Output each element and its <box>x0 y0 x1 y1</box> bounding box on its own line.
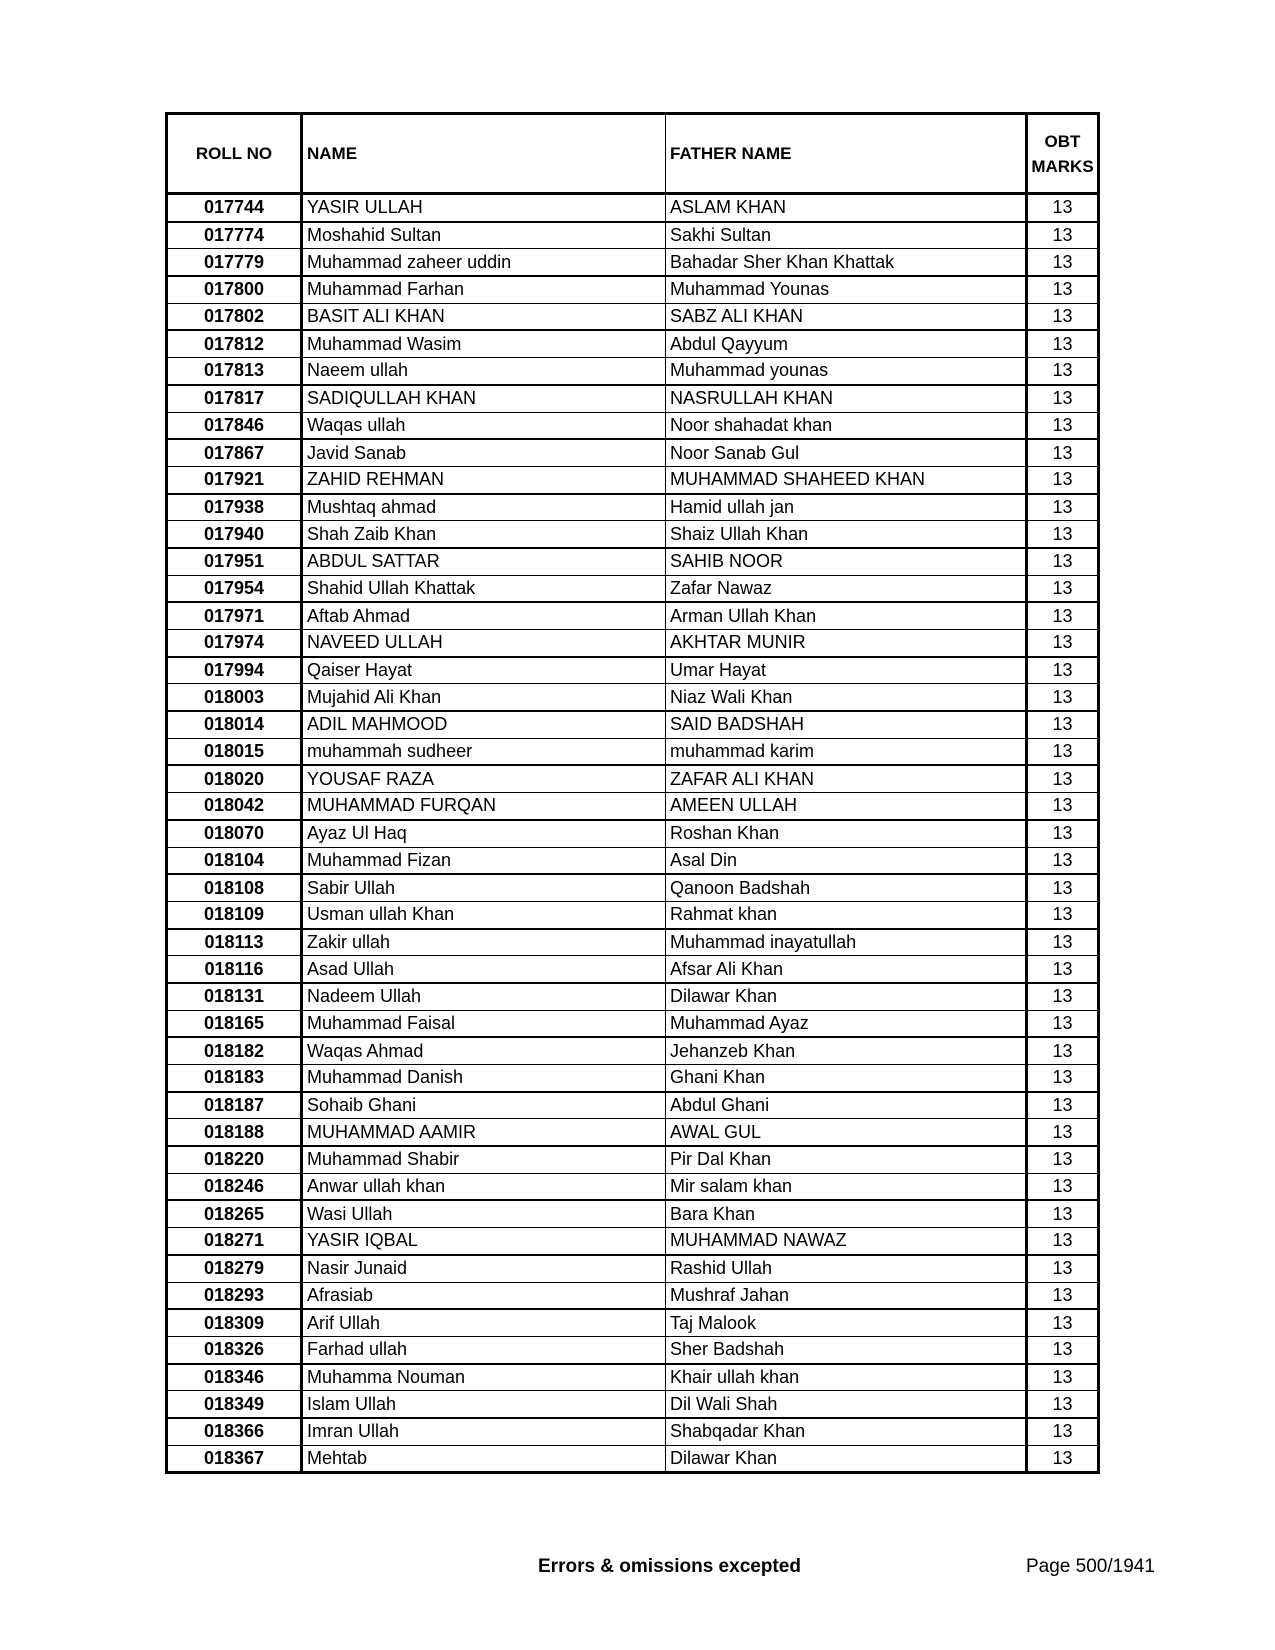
cell-obt-marks: 13 <box>1027 983 1099 1010</box>
cell-name: Mujahid Ali Khan <box>302 684 666 711</box>
cell-name: Usman ullah Khan <box>302 901 666 928</box>
cell-obt-marks: 13 <box>1027 1255 1099 1282</box>
cell-roll-no: 018265 <box>167 1200 302 1227</box>
table-row <box>167 820 1099 847</box>
table-row <box>167 194 1099 222</box>
cell-father-name: Noor shahadat khan <box>666 412 1027 439</box>
cell-name: ADIL MAHMOOD <box>302 711 666 738</box>
table-row <box>167 847 1099 874</box>
cell-obt-marks: 13 <box>1027 521 1099 548</box>
table-row <box>167 1119 1099 1146</box>
cell-obt-marks: 13 <box>1027 330 1099 357</box>
table-row <box>167 466 1099 493</box>
table-row <box>167 765 1099 792</box>
cell-father-name: MUHAMMAD NAWAZ <box>666 1228 1027 1255</box>
cell-name: NAVEED ULLAH <box>302 630 666 657</box>
results-table <box>165 112 1100 1474</box>
cell-roll-no: 018188 <box>167 1119 302 1146</box>
cell-roll-no: 018131 <box>167 983 302 1010</box>
cell-father-name: Niaz Wali Khan <box>666 684 1027 711</box>
cell-roll-no: 018116 <box>167 956 302 983</box>
cell-obt-marks: 13 <box>1027 494 1099 521</box>
cell-obt-marks: 13 <box>1027 738 1099 765</box>
table-row <box>167 711 1099 738</box>
cell-name: Islam Ullah <box>302 1391 666 1418</box>
cell-obt-marks: 13 <box>1027 1173 1099 1200</box>
cell-roll-no: 018113 <box>167 929 302 956</box>
page-number: Page 500/1941 <box>1026 1556 1155 1577</box>
cell-father-name: Khair ullah khan <box>666 1364 1027 1391</box>
cell-roll-no: 017951 <box>167 548 302 575</box>
cell-name: Muhammad Faisal <box>302 1010 666 1037</box>
cell-obt-marks: 13 <box>1027 630 1099 657</box>
table-row <box>167 1065 1099 1092</box>
cell-roll-no: 018104 <box>167 847 302 874</box>
cell-father-name: Muhammad Younas <box>666 276 1027 303</box>
table-row <box>167 439 1099 466</box>
cell-name: Moshahid Sultan <box>302 222 666 249</box>
cell-roll-no: 018182 <box>167 1037 302 1064</box>
table-row <box>167 929 1099 956</box>
table-row <box>167 548 1099 575</box>
table-row <box>167 1336 1099 1363</box>
cell-father-name: Ghani Khan <box>666 1065 1027 1092</box>
header-roll-no: ROLL NO <box>167 114 302 194</box>
cell-obt-marks: 13 <box>1027 956 1099 983</box>
table-body <box>167 194 1099 1473</box>
cell-name: Nasir Junaid <box>302 1255 666 1282</box>
cell-name: Shahid Ullah Khattak <box>302 575 666 602</box>
cell-name: ZAHID REHMAN <box>302 466 666 493</box>
cell-father-name: Shabqadar Khan <box>666 1418 1027 1445</box>
cell-father-name: ZAFAR ALI KHAN <box>666 765 1027 792</box>
table-row <box>167 575 1099 602</box>
cell-name: Muhammad zaheer uddin <box>302 249 666 276</box>
cell-name: MUHAMMAD AAMIR <box>302 1119 666 1146</box>
table-row <box>167 684 1099 711</box>
cell-name: Ayaz Ul Haq <box>302 820 666 847</box>
table-row <box>167 521 1099 548</box>
header-father-name: FATHER NAME <box>666 114 1027 194</box>
cell-father-name: Bara Khan <box>666 1200 1027 1227</box>
cell-roll-no: 017802 <box>167 303 302 330</box>
cell-name: BASIT ALI KHAN <box>302 303 666 330</box>
cell-roll-no: 018220 <box>167 1146 302 1173</box>
table-row <box>167 385 1099 412</box>
table-row <box>167 602 1099 629</box>
table-row <box>167 874 1099 901</box>
cell-father-name: Bahadar Sher Khan Khattak <box>666 249 1027 276</box>
cell-name: Afrasiab <box>302 1282 666 1309</box>
cell-name: Asad Ullah <box>302 956 666 983</box>
cell-roll-no: 017994 <box>167 657 302 684</box>
cell-name: Imran Ullah <box>302 1418 666 1445</box>
table-header <box>167 114 1099 194</box>
cell-obt-marks: 13 <box>1027 1228 1099 1255</box>
cell-name: MUHAMMAD FURQAN <box>302 793 666 820</box>
cell-father-name: Jehanzeb Khan <box>666 1037 1027 1064</box>
table-row <box>167 1200 1099 1227</box>
footer-disclaimer: Errors & omissions excepted <box>538 1556 801 1577</box>
cell-name: Muhammad Shabir <box>302 1146 666 1173</box>
cell-roll-no: 018326 <box>167 1336 302 1363</box>
cell-name: Muhammad Fizan <box>302 847 666 874</box>
cell-roll-no: 018003 <box>167 684 302 711</box>
table-row <box>167 494 1099 521</box>
cell-name: Naeem ullah <box>302 358 666 385</box>
cell-name: Waqas ullah <box>302 412 666 439</box>
cell-father-name: Noor Sanab Gul <box>666 439 1027 466</box>
cell-name: YASIR ULLAH <box>302 194 666 222</box>
cell-roll-no: 018366 <box>167 1418 302 1445</box>
cell-obt-marks: 13 <box>1027 1200 1099 1227</box>
table-row <box>167 1282 1099 1309</box>
cell-father-name: NASRULLAH KHAN <box>666 385 1027 412</box>
cell-obt-marks: 13 <box>1027 385 1099 412</box>
cell-father-name: Rashid Ullah <box>666 1255 1027 1282</box>
cell-obt-marks: 13 <box>1027 1146 1099 1173</box>
cell-name: Arif Ullah <box>302 1309 666 1336</box>
cell-obt-marks: 13 <box>1027 303 1099 330</box>
cell-father-name: MUHAMMAD SHAHEED KHAN <box>666 466 1027 493</box>
cell-father-name: Mir salam khan <box>666 1173 1027 1200</box>
cell-father-name: Abdul Qayyum <box>666 330 1027 357</box>
cell-father-name: AMEEN ULLAH <box>666 793 1027 820</box>
table-row <box>167 1418 1099 1445</box>
cell-name: Farhad ullah <box>302 1336 666 1363</box>
cell-obt-marks: 13 <box>1027 1282 1099 1309</box>
table-row <box>167 1010 1099 1037</box>
cell-roll-no: 018349 <box>167 1391 302 1418</box>
cell-obt-marks: 13 <box>1027 820 1099 847</box>
cell-father-name: Umar Hayat <box>666 657 1027 684</box>
cell-obt-marks: 13 <box>1027 1364 1099 1391</box>
cell-father-name: Arman Ullah Khan <box>666 602 1027 629</box>
cell-roll-no: 018293 <box>167 1282 302 1309</box>
cell-obt-marks: 13 <box>1027 1092 1099 1119</box>
cell-father-name: Pir Dal Khan <box>666 1146 1027 1173</box>
cell-obt-marks: 13 <box>1027 276 1099 303</box>
cell-name: YASIR IQBAL <box>302 1228 666 1255</box>
table-row <box>167 738 1099 765</box>
table-row <box>167 1146 1099 1173</box>
table-row <box>167 412 1099 439</box>
cell-father-name: Asal Din <box>666 847 1027 874</box>
cell-roll-no: 017774 <box>167 222 302 249</box>
cell-roll-no: 018346 <box>167 1364 302 1391</box>
cell-father-name: Taj Malook <box>666 1309 1027 1336</box>
cell-obt-marks: 13 <box>1027 439 1099 466</box>
cell-obt-marks: 13 <box>1027 1391 1099 1418</box>
cell-obt-marks: 13 <box>1027 222 1099 249</box>
cell-roll-no: 017800 <box>167 276 302 303</box>
cell-obt-marks: 13 <box>1027 1119 1099 1146</box>
cell-name: Muhammad Farhan <box>302 276 666 303</box>
cell-roll-no: 017867 <box>167 439 302 466</box>
cell-name: Wasi Ullah <box>302 1200 666 1227</box>
cell-obt-marks: 13 <box>1027 847 1099 874</box>
table-row <box>167 358 1099 385</box>
cell-obt-marks: 13 <box>1027 1065 1099 1092</box>
table-row <box>167 630 1099 657</box>
cell-father-name: muhammad karim <box>666 738 1027 765</box>
cell-obt-marks: 13 <box>1027 548 1099 575</box>
table-row <box>167 1309 1099 1336</box>
cell-roll-no: 018070 <box>167 820 302 847</box>
cell-name: Nadeem Ullah <box>302 983 666 1010</box>
cell-roll-no: 017813 <box>167 358 302 385</box>
header-obt-marks-line2: MARKS <box>1031 156 1094 176</box>
cell-obt-marks: 13 <box>1027 412 1099 439</box>
cell-father-name: ASLAM KHAN <box>666 194 1027 222</box>
cell-obt-marks: 13 <box>1027 1309 1099 1336</box>
table-row <box>167 956 1099 983</box>
cell-father-name: SAID BADSHAH <box>666 711 1027 738</box>
cell-name: Mehtab <box>302 1445 666 1473</box>
cell-name: Muhamma Nouman <box>302 1364 666 1391</box>
cell-roll-no: 017846 <box>167 412 302 439</box>
cell-name: Aftab Ahmad <box>302 602 666 629</box>
cell-father-name: Dil Wali Shah <box>666 1391 1027 1418</box>
cell-roll-no: 017817 <box>167 385 302 412</box>
cell-name: muhammah sudheer <box>302 738 666 765</box>
cell-roll-no: 017938 <box>167 494 302 521</box>
cell-obt-marks: 13 <box>1027 711 1099 738</box>
cell-name: ABDUL SATTAR <box>302 548 666 575</box>
cell-name: Waqas Ahmad <box>302 1037 666 1064</box>
cell-father-name: Rahmat khan <box>666 901 1027 928</box>
cell-father-name: AWAL GUL <box>666 1119 1027 1146</box>
cell-obt-marks: 13 <box>1027 1037 1099 1064</box>
cell-roll-no: 018279 <box>167 1255 302 1282</box>
cell-father-name: Sakhi Sultan <box>666 222 1027 249</box>
cell-roll-no: 018042 <box>167 793 302 820</box>
cell-roll-no: 017779 <box>167 249 302 276</box>
cell-father-name: Mushraf Jahan <box>666 1282 1027 1309</box>
cell-roll-no: 017812 <box>167 330 302 357</box>
cell-roll-no: 018108 <box>167 874 302 901</box>
cell-father-name: Dilawar Khan <box>666 1445 1027 1473</box>
table-row <box>167 1445 1099 1473</box>
cell-roll-no: 017971 <box>167 602 302 629</box>
cell-father-name: Muhammad inayatullah <box>666 929 1027 956</box>
cell-name: Javid Sanab <box>302 439 666 466</box>
table-row <box>167 249 1099 276</box>
cell-roll-no: 017921 <box>167 466 302 493</box>
cell-name: Zakir ullah <box>302 929 666 956</box>
cell-roll-no: 018020 <box>167 765 302 792</box>
table-row <box>167 1228 1099 1255</box>
cell-father-name: Shaiz Ullah Khan <box>666 521 1027 548</box>
table-row <box>167 657 1099 684</box>
cell-obt-marks: 13 <box>1027 657 1099 684</box>
table-row <box>167 983 1099 1010</box>
cell-father-name: Muhammad Ayaz <box>666 1010 1027 1037</box>
cell-name: Anwar ullah khan <box>302 1173 666 1200</box>
table-row <box>167 1037 1099 1064</box>
cell-roll-no: 017940 <box>167 521 302 548</box>
cell-obt-marks: 13 <box>1027 901 1099 928</box>
cell-father-name: Muhammad younas <box>666 358 1027 385</box>
cell-father-name: SABZ ALI KHAN <box>666 303 1027 330</box>
table-row <box>167 1092 1099 1119</box>
cell-name: Muhammad Danish <box>302 1065 666 1092</box>
cell-obt-marks: 13 <box>1027 575 1099 602</box>
cell-father-name: Qanoon Badshah <box>666 874 1027 901</box>
header-obt-marks-line1: OBT <box>1044 131 1081 151</box>
cell-name: Sabir Ullah <box>302 874 666 901</box>
cell-name: Mushtaq ahmad <box>302 494 666 521</box>
cell-father-name: Afsar Ali Khan <box>666 956 1027 983</box>
cell-roll-no: 017954 <box>167 575 302 602</box>
cell-obt-marks: 13 <box>1027 793 1099 820</box>
cell-roll-no: 017974 <box>167 630 302 657</box>
cell-obt-marks: 13 <box>1027 684 1099 711</box>
cell-roll-no: 018367 <box>167 1445 302 1473</box>
table-row <box>167 276 1099 303</box>
cell-father-name: Roshan Khan <box>666 820 1027 847</box>
table-row <box>167 330 1099 357</box>
cell-obt-marks: 13 <box>1027 929 1099 956</box>
cell-father-name: SAHIB NOOR <box>666 548 1027 575</box>
cell-obt-marks: 13 <box>1027 1010 1099 1037</box>
table-row <box>167 1173 1099 1200</box>
cell-name: Shah Zaib Khan <box>302 521 666 548</box>
cell-obt-marks: 13 <box>1027 466 1099 493</box>
cell-obt-marks: 13 <box>1027 249 1099 276</box>
cell-father-name: Dilawar Khan <box>666 983 1027 1010</box>
cell-obt-marks: 13 <box>1027 1445 1099 1473</box>
cell-obt-marks: 13 <box>1027 194 1099 222</box>
cell-father-name: AKHTAR MUNIR <box>666 630 1027 657</box>
cell-father-name: Zafar Nawaz <box>666 575 1027 602</box>
table-row <box>167 901 1099 928</box>
cell-obt-marks: 13 <box>1027 1418 1099 1445</box>
cell-father-name: Sher Badshah <box>666 1336 1027 1363</box>
cell-roll-no: 017744 <box>167 194 302 222</box>
cell-name: Sohaib Ghani <box>302 1092 666 1119</box>
cell-obt-marks: 13 <box>1027 358 1099 385</box>
table-row <box>167 793 1099 820</box>
cell-roll-no: 018165 <box>167 1010 302 1037</box>
cell-obt-marks: 13 <box>1027 765 1099 792</box>
cell-name: Muhammad Wasim <box>302 330 666 357</box>
cell-roll-no: 018271 <box>167 1228 302 1255</box>
cell-roll-no: 018309 <box>167 1309 302 1336</box>
cell-roll-no: 018109 <box>167 901 302 928</box>
table-row <box>167 1255 1099 1282</box>
cell-father-name: Abdul Ghani <box>666 1092 1027 1119</box>
cell-obt-marks: 13 <box>1027 874 1099 901</box>
cell-name: Qaiser Hayat <box>302 657 666 684</box>
cell-obt-marks: 13 <box>1027 602 1099 629</box>
cell-roll-no: 018187 <box>167 1092 302 1119</box>
cell-father-name: Hamid ullah jan <box>666 494 1027 521</box>
table-row <box>167 1391 1099 1418</box>
table-row <box>167 303 1099 330</box>
cell-roll-no: 018014 <box>167 711 302 738</box>
cell-roll-no: 018183 <box>167 1065 302 1092</box>
header-name: NAME <box>302 114 666 194</box>
cell-obt-marks: 13 <box>1027 1336 1099 1363</box>
cell-name: YOUSAF RAZA <box>302 765 666 792</box>
table-row <box>167 1364 1099 1391</box>
table-row <box>167 222 1099 249</box>
cell-name: SADIQULLAH KHAN <box>302 385 666 412</box>
cell-roll-no: 018015 <box>167 738 302 765</box>
header-obt-marks <box>1027 114 1099 194</box>
cell-roll-no: 018246 <box>167 1173 302 1200</box>
